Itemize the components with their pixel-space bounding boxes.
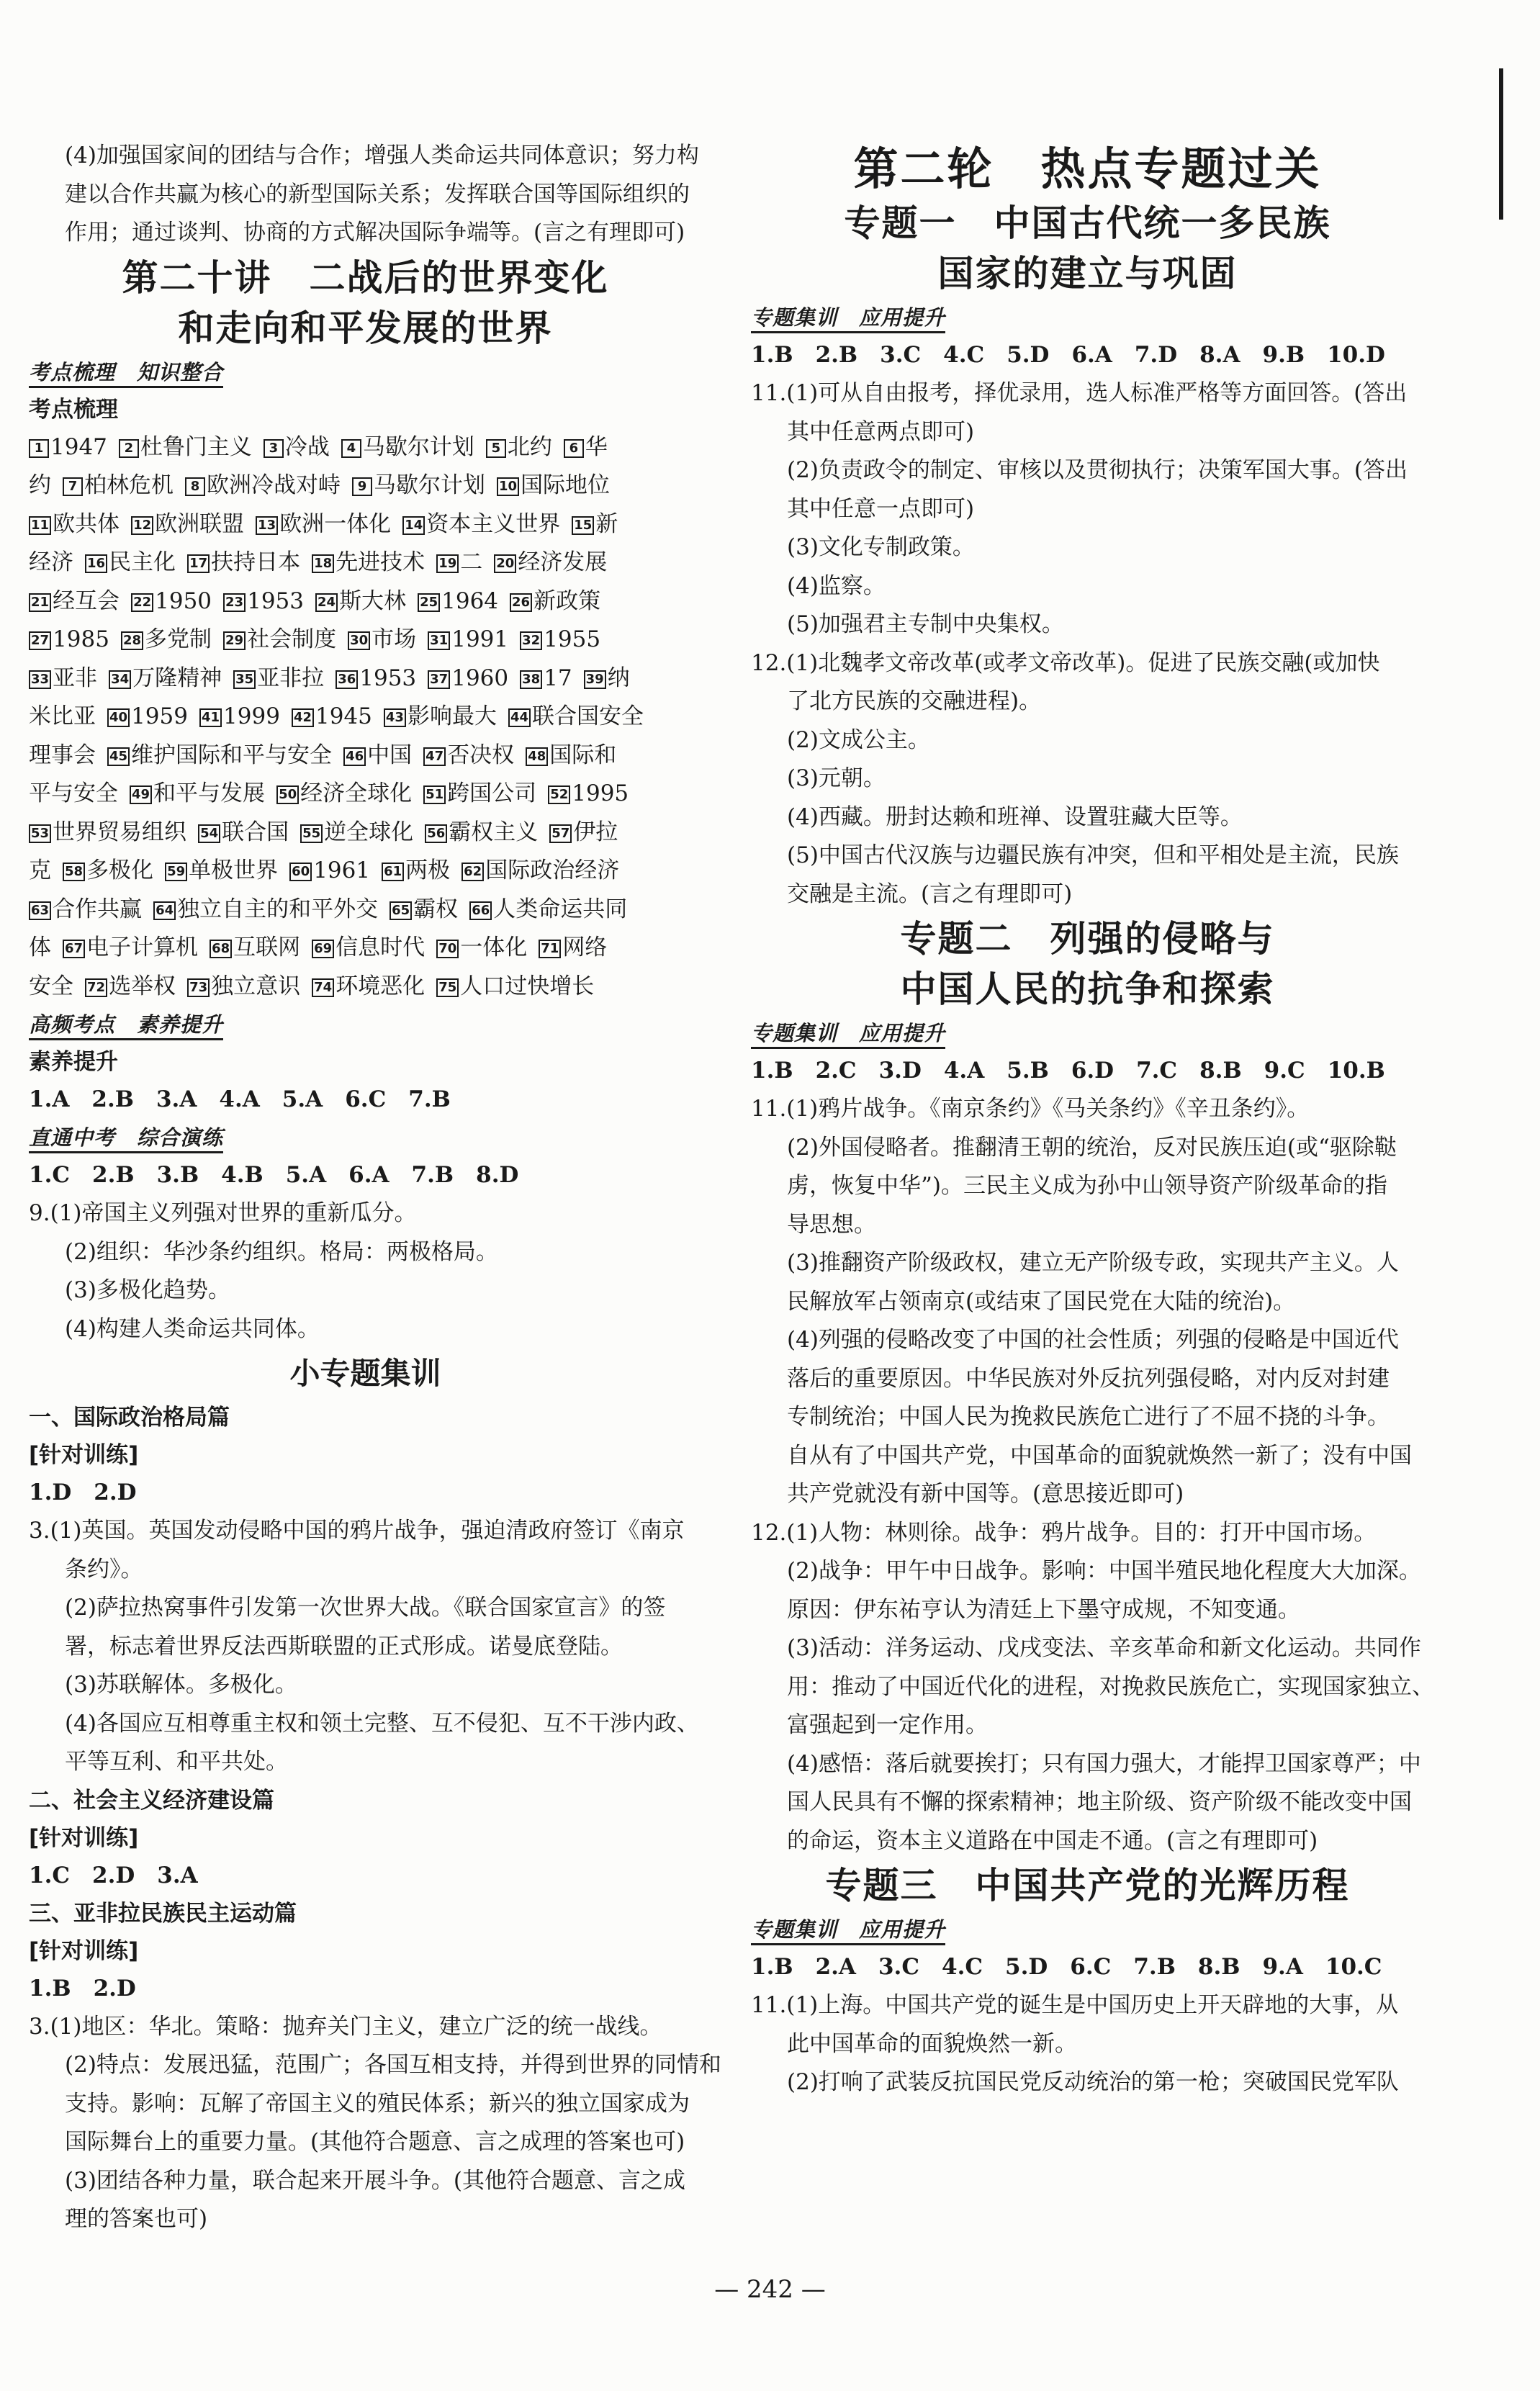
page-number: — 242 —: [714, 2275, 826, 2304]
knowledge-point-text: 霸权: [413, 896, 459, 922]
part-heading: 一、国际政治格局篇: [29, 1405, 230, 1431]
item-number-box: 8: [185, 477, 205, 496]
answer-line: 原因：伊东祐亨认为清廷上下墨守成规，不知变通。: [787, 1596, 1300, 1623]
knowledge-point-text: 电子计算机: [86, 935, 199, 960]
knowledge-point-text: 先进技术: [336, 549, 425, 575]
answer-line: 平等互利、和平共处。: [65, 1749, 288, 1775]
item-number-box: 72: [85, 978, 107, 997]
knowledge-point-text: 国际地位: [521, 472, 611, 498]
item-number-box: 38: [520, 670, 542, 689]
knowledge-point-text: 纳: [607, 665, 630, 691]
knowledge-point-text: 市场: [372, 626, 417, 652]
item-number-box: 40: [107, 708, 130, 727]
answer-line: 9.(1)帝国主义列强对世界的重新瓜分。: [29, 1200, 417, 1226]
item-number-box: 37: [428, 670, 450, 689]
answer-line: 专制统治；中国人民为挽救民族危亡进行了不屈不挠的斗争。: [787, 1404, 1390, 1430]
item-number-box: 4: [341, 439, 361, 458]
knowledge-point-text: 欧洲一体化: [279, 510, 392, 537]
item-number-box: 42: [292, 708, 314, 727]
knowledge-point-text: 逆全球化: [324, 819, 414, 845]
knowledge-point-text: 联合国安全: [532, 703, 644, 729]
answer-line: 民解放军占领南京(或结束了国民党在大陆的统治)。: [787, 1288, 1296, 1315]
item-number-box: 48: [526, 747, 548, 766]
item-number-box: 21: [29, 593, 51, 612]
knowledge-point-text: 约: [29, 472, 51, 498]
item-number-box: 58: [63, 863, 85, 881]
answer-line: (2)组织：华沙条约组织。格局：两极格局。: [65, 1238, 498, 1265]
item-number-box: 32: [520, 631, 542, 650]
lecture-title: 和走向和平发展的世界: [178, 306, 553, 349]
knowledge-point-text: 联合国: [222, 819, 289, 845]
part-heading: 三、亚非拉民族民主运动篇: [29, 1900, 297, 1927]
knowledge-point-text: 马歇尔计划: [374, 472, 485, 498]
knowledge-point-text: 欧共体: [53, 510, 120, 537]
answer-line: 12.(1)人物：林则徐。战争：鸦片战争。目的：打开中国市场。: [751, 1519, 1377, 1546]
answer-line: (3)元朝。: [787, 765, 886, 791]
item-number-box: 29: [223, 631, 246, 650]
item-number-box: 25: [418, 593, 440, 612]
knowledge-point-text: 多党制: [145, 626, 212, 652]
item-number-box: 16: [85, 554, 107, 573]
item-number-box: 51: [423, 785, 446, 804]
intro-line: 建以合作共赢为核心的新型国际关系；发挥联合国等国际组织的: [65, 181, 690, 207]
knowledge-point-text: 人类命运共同: [493, 896, 628, 922]
item-number-box: 71: [539, 940, 561, 958]
answer-line: (5)中国古代汉族与边疆民族有冲突，但和平相处是主流，民族: [787, 842, 1399, 868]
item-number-box: 13: [256, 516, 278, 535]
knowledge-point-text: 1999: [223, 703, 280, 729]
section-subheading: 考点梳理: [29, 396, 118, 423]
answer-line: 富强起到一定作用。: [787, 1712, 988, 1738]
margin-rule: [1499, 68, 1503, 220]
answer-line: (2)萨拉热窝事件引发第一次世界大战。《联合国家宣言》的签: [65, 1595, 666, 1621]
answer-line: (2)打响了武装反抗国民党反动统治的第一枪；突破国民党军队: [787, 2069, 1399, 2095]
knowledge-point-text: 多极化: [86, 857, 154, 883]
knowledge-point-text: 资本主义世界: [426, 510, 561, 537]
answer-line: (2)负责政令的制定、审核以及贯彻执行；决策军国大事。(答出: [787, 457, 1408, 483]
item-number-box: 3: [264, 439, 284, 458]
item-number-box: 28: [121, 631, 143, 650]
knowledge-point-text: 1960: [451, 665, 509, 691]
knowledge-point-text: 柏林危机: [84, 472, 174, 498]
section-tag: 专题集训 应用提升: [751, 1911, 1424, 1948]
intro-line: 作用；通过谈判、协商的方式解决国际争端等。(言之有理即可): [65, 220, 685, 246]
item-number-box: 49: [130, 785, 152, 804]
knowledge-point-text: 选举权: [109, 973, 176, 999]
item-number-box: 63: [29, 901, 51, 920]
item-number-box: 74: [312, 978, 334, 997]
item-number-box: 31: [428, 631, 450, 650]
knowledge-point-line: [29, 929, 702, 968]
item-number-box: 45: [107, 747, 130, 766]
knowledge-point-text: 伊拉: [573, 819, 618, 845]
knowledge-point-text: 经济全球化: [300, 780, 413, 806]
item-number-box: 52: [548, 785, 570, 804]
answer-line: (4)感悟：落后就要挨打；只有国力强大，才能捍卫国家尊严；中: [787, 1750, 1421, 1777]
answer-line: 了北方民族的交融进程)。: [787, 688, 1042, 714]
knowledge-point-text: 欧洲联盟: [155, 510, 245, 537]
knowledge-point-text: 安全: [29, 973, 73, 999]
knowledge-point-text: 经济发展: [518, 549, 608, 575]
knowledge-point-text: 米比亚: [29, 703, 96, 729]
knowledge-point-text: 独立意识: [211, 973, 301, 999]
knowledge-point-text: 二: [460, 549, 483, 575]
knowledge-point-line: [29, 737, 702, 775]
knowledge-point-text: 跨国公司: [447, 780, 537, 806]
item-number-box: 57: [549, 824, 572, 843]
answer-line: 3.(1)英国。英国发动侵略中国的鸦片战争，强迫清政府签订《南京: [29, 1518, 685, 1544]
knowledge-point-text: 万隆精神: [132, 665, 222, 691]
answer-line: (3)文化专制政策。: [787, 534, 975, 560]
training-label: [针对训练]: [29, 1442, 139, 1468]
item-number-box: 22: [131, 593, 153, 612]
knowledge-point-text: 人口过快增长: [460, 973, 595, 999]
knowledge-point-text: 中国: [367, 742, 413, 768]
answer-line: 国际舞台上的重要力量。(其他符合题意、言之成理的答案也可): [65, 2129, 685, 2155]
knowledge-point-line: [29, 852, 702, 891]
answer-line: 导思想。: [787, 1211, 876, 1238]
knowledge-point-text: 一体化: [460, 935, 528, 960]
item-number-box: 15: [572, 516, 594, 535]
round-title: 第二轮 热点专题过关: [853, 143, 1322, 195]
item-number-box: 44: [508, 708, 531, 727]
knowledge-point-line: [29, 698, 702, 737]
answer-line: 条约》。: [65, 1556, 143, 1582]
answer-line: (4)列强的侵略改变了中国的社会性质；列强的侵略是中国近代: [787, 1327, 1399, 1353]
item-number-box: 53: [29, 824, 51, 843]
answer-line: 其中任意两点即可): [787, 418, 975, 445]
knowledge-point-text: 亚非: [53, 665, 98, 691]
knowledge-point-text: 华: [585, 433, 608, 460]
part-heading: 二、社会主义经济建设篇: [29, 1787, 274, 1814]
item-number-box: 9: [352, 477, 372, 496]
answer-row: 1.A 2.B 3.A 4.A 5.A 6.C 7.B: [29, 1086, 451, 1112]
answer-line: (4)各国应互相尊重主权和领土完整、互不侵犯、互不干涉内政、: [65, 1710, 699, 1737]
knowledge-point-text: 网络: [562, 935, 608, 960]
section-tag: 专题集训 应用提升: [751, 1014, 1424, 1052]
item-number-box: 18: [312, 554, 334, 573]
knowledge-point-text: 两极: [405, 857, 451, 883]
item-number-box: 70: [436, 940, 459, 958]
knowledge-point-text: 国际政治经济: [485, 857, 620, 883]
topic-title: 专题二 列强的侵略与: [900, 917, 1275, 960]
section-tag: 考点梳理 知识整合: [29, 354, 702, 391]
knowledge-point-text: 1953: [359, 665, 417, 691]
intro-line: (4)加强国家间的团结与合作；增强人类命运共同体意识；努力构: [65, 143, 699, 168]
knowledge-point-text: 1955: [544, 626, 601, 652]
section-tag: 专题集训 应用提升: [751, 299, 1424, 336]
knowledge-point-text: 17: [544, 665, 572, 691]
knowledge-point-line: [29, 582, 702, 621]
item-number-box: 20: [494, 554, 516, 573]
knowledge-point-text: 霸权主义: [449, 819, 539, 845]
knowledge-point-line: [29, 814, 702, 852]
knowledge-point-text: 1991: [451, 626, 509, 652]
knowledge-point-text: 环境恶化: [336, 973, 425, 999]
answer-line: 12.(1)北魏孝文帝改革(或孝文帝改革)。促进了民族交融(或加快: [751, 649, 1380, 676]
knowledge-point-text: 1995: [572, 780, 629, 806]
answer-line: (2)文成公主。: [787, 726, 930, 753]
knowledge-point-text: 经济: [29, 549, 73, 575]
left-column: [29, 137, 721, 2239]
knowledge-point-text: 国际和: [549, 742, 617, 768]
knowledge-point-text: 1964: [441, 587, 499, 614]
knowledge-point-text: 杜鲁门主义: [140, 433, 252, 460]
item-number-box: 46: [343, 747, 366, 766]
topic-title: 国家的建立与巩固: [937, 252, 1238, 294]
item-number-box: 62: [461, 863, 484, 881]
knowledge-point-text: 新政策: [533, 587, 601, 614]
answer-line: 11.(1)上海。中国共产党的诞生是中国历史上开天辟地的大事，从: [751, 1992, 1399, 2018]
answer-row: 1.B 2.A 3.C 4.C 5.D 6.C 7.B 8.B 9.A 10.C: [751, 1954, 1382, 1980]
item-number-box: 60: [289, 863, 312, 881]
answer-row: 1.C 2.B 3.B 4.B 5.A 6.A 7.B 8.D: [29, 1162, 519, 1188]
answer-row: 1.B 2.B 3.C 4.C 5.D 6.A 7.D 8.A 9.B 10.D: [751, 342, 1385, 368]
item-number-box: 26: [510, 593, 532, 612]
answer-line: 支持。影响：瓦解了帝国主义的殖民体系；新兴的独立国家成为: [65, 2090, 690, 2117]
knowledge-point-text: 体: [29, 935, 51, 960]
item-number-box: 61: [382, 863, 404, 881]
knowledge-point-line: [29, 621, 702, 659]
topic-title: 中国人民的抗争和探索: [900, 968, 1275, 1010]
item-number-box: 5: [486, 439, 506, 458]
item-number-box: 69: [312, 940, 334, 958]
lecture-title: 第二十讲 二战后的世界变化: [122, 256, 609, 299]
knowledge-point-text: 维护国际和平与安全: [131, 742, 333, 768]
answer-line: 用：推动了中国近代化的进程，对挽救民族危亡，实现国家独立、: [787, 1673, 1434, 1700]
item-number-box: 36: [336, 670, 358, 689]
knowledge-point-text: 影响最大: [407, 703, 497, 729]
section-tag: 直通中考 综合演练: [29, 1119, 702, 1156]
knowledge-point-text: 经互会: [53, 587, 120, 614]
knowledge-point-text: 单极世界: [189, 857, 279, 883]
knowledge-point-text: 否决权: [447, 742, 515, 768]
item-number-box: 14: [402, 516, 425, 535]
item-number-box: 75: [436, 978, 459, 997]
item-number-box: 33: [29, 670, 51, 689]
section-tag: 高频考点 素养提升: [29, 1006, 702, 1043]
answer-line: (3)团结各种力量，联合起来开展斗争。(其他符合题意、言之成: [65, 2167, 686, 2194]
knowledge-point-text: 社会制度: [247, 626, 337, 652]
item-number-box: 54: [198, 824, 220, 843]
knowledge-point-text: 合作共赢: [53, 896, 143, 922]
section-subheading: 素养提升: [29, 1049, 118, 1075]
mini-topic-title: 小专题集训: [289, 1356, 441, 1391]
knowledge-point-text: 冷战: [284, 433, 330, 460]
item-number-box: 59: [165, 863, 187, 881]
item-number-box: 12: [131, 516, 153, 535]
knowledge-point-text: 平与安全: [29, 780, 118, 806]
answer-line: (3)活动：洋务运动、戊戌变法、辛亥革命和新文化运动。共同作: [787, 1635, 1421, 1661]
item-number-box: 17: [187, 554, 210, 573]
answer-line: (3)多极化趋势。: [65, 1277, 230, 1303]
item-number-box: 30: [348, 631, 370, 650]
answer-row: 1.C 2.D 3.A: [29, 1862, 198, 1888]
answer-line: (2)战争：甲午中日战争。影响：中国半殖民地化程度大大加深。: [787, 1558, 1421, 1584]
knowledge-point-text: 1959: [131, 703, 188, 729]
knowledge-point-text: 克: [29, 857, 51, 883]
item-number-box: 23: [223, 593, 246, 612]
knowledge-point-text: 1985: [53, 626, 109, 652]
training-label: [针对训练]: [29, 1937, 139, 1964]
item-number-box: 6: [564, 439, 584, 458]
knowledge-point-text: 1950: [155, 587, 212, 614]
answer-line: (2)特点：发展迅猛，范围广；各国互相支持，并得到世界的同情和: [65, 2052, 721, 2078]
answer-row: 1.B 2.C 3.D 4.A 5.B 6.D 7.C 8.B 9.C 10.B: [751, 1058, 1385, 1084]
knowledge-point-text: 1953: [247, 587, 304, 614]
knowledge-point-text: 欧洲冷战对峙: [207, 472, 341, 498]
item-number-box: 2: [119, 439, 139, 458]
knowledge-point-line: [29, 467, 702, 505]
knowledge-point-line: [29, 891, 702, 929]
knowledge-point-text: 1961: [313, 857, 371, 883]
answer-line: (4)监察。: [787, 572, 886, 599]
item-number-box: 1: [29, 439, 49, 458]
knowledge-point-text: 北约: [507, 433, 552, 460]
topic-title: 专题一 中国古代统一多民族: [844, 202, 1331, 244]
knowledge-point-text: 信息时代: [336, 935, 425, 960]
answer-line: 11.(1)鸦片战争。《南京条约》《马关条约》《辛丑条约》。: [751, 1096, 1310, 1122]
item-number-box: 56: [425, 824, 447, 843]
item-number-box: 10: [497, 477, 519, 496]
answer-line: 此中国革命的面貌焕然一新。: [787, 2030, 1077, 2057]
knowledge-point-line: [29, 544, 702, 582]
answer-line: 的命运，资本主义道路在中国走不通。(言之有理即可): [787, 1827, 1318, 1854]
answer-line: 国人民具有不懈的探索精神；地主阶级、资产阶级不能改变中国: [787, 1789, 1412, 1815]
item-number-box: 65: [389, 901, 412, 920]
training-label: [针对训练]: [29, 1824, 139, 1851]
right-column: [751, 140, 1434, 2102]
answer-line: 11.(1)可从自由报考，择优录用，选人标准严格等方面回答。(答出: [751, 380, 1408, 406]
knowledge-point-text: 独立自主的和平外交: [177, 896, 379, 922]
knowledge-point-text: 世界贸易组织: [53, 819, 187, 845]
knowledge-point-text: 和平与发展: [153, 780, 266, 806]
item-number-box: 39: [584, 670, 606, 689]
item-number-box: 47: [423, 747, 446, 766]
answer-line: 落后的重要原因。中华民族对外反抗列强侵略，对内反对封建: [787, 1365, 1390, 1392]
item-number-box: 50: [276, 785, 299, 804]
answer-line: (4)构建人类命运共同体。: [65, 1315, 320, 1342]
item-number-box: 55: [300, 824, 323, 843]
knowledge-point-line: [29, 968, 702, 1007]
item-number-box: 35: [233, 670, 256, 689]
item-number-box: 27: [29, 631, 51, 650]
knowledge-point-text: 斯大林: [339, 587, 407, 614]
answer-line: 理的答案也可): [65, 2206, 208, 2232]
knowledge-point-text: 1945: [315, 703, 372, 729]
answer-line: 共产党就没有新中国等。(意思接近即可): [787, 1481, 1184, 1507]
answer-line: (4)西藏。册封达赖和班禅、设置驻藏大臣等。: [787, 803, 1243, 830]
answer-line: 其中任意一点即可): [787, 495, 975, 522]
knowledge-point-text: 马歇尔计划: [362, 433, 474, 460]
item-number-box: 43: [384, 708, 406, 727]
knowledge-point-text: 互联网: [233, 935, 301, 960]
knowledge-point-text: 理事会: [29, 742, 96, 768]
answer-line: 交融是主流。(言之有理即可): [787, 881, 1073, 907]
knowledge-point-line: [29, 659, 702, 698]
answer-line: 虏，恢复中华”)。三民主义成为孙中山领导资产阶级革命的指: [787, 1173, 1387, 1199]
knowledge-points: [29, 428, 702, 1007]
item-number-box: 11: [29, 516, 51, 535]
answer-line: (2)外国侵略者。推翻清王朝的统治，反对民族压迫(或“驱除鞑: [787, 1134, 1397, 1161]
knowledge-point-text: 扶持日本: [211, 549, 301, 575]
knowledge-point-text: 新: [595, 510, 618, 537]
answer-row: 1.D 2.D: [29, 1480, 137, 1505]
item-number-box: 66: [469, 901, 492, 920]
item-number-box: 24: [315, 593, 338, 612]
knowledge-point-text: 亚非拉: [257, 665, 325, 691]
item-number-box: 34: [109, 670, 131, 689]
answer-line: (5)加强君主专制中央集权。: [787, 611, 1064, 637]
knowledge-point-line: [29, 775, 702, 814]
item-number-box: 41: [199, 708, 222, 727]
item-number-box: 7: [63, 477, 83, 496]
item-number-box: 64: [153, 901, 176, 920]
answer-line: (3)苏联解体。多极化。: [65, 1672, 297, 1698]
knowledge-point-text: 1947: [50, 433, 107, 460]
answer-line: 署，标志着世界反法西斯联盟的正式形成。诺曼底登陆。: [65, 1633, 623, 1660]
knowledge-point-line: [29, 428, 702, 467]
item-number-box: 73: [187, 978, 210, 997]
knowledge-point-line: [29, 505, 702, 544]
answer-row: 1.B 2.D: [29, 1975, 136, 2001]
topic-title: 专题三 中国共产党的光辉历程: [825, 1864, 1350, 1906]
item-number-box: 67: [63, 940, 85, 958]
answer-line: (3)推翻资产阶级政权，建立无产阶级专政，实现共产主义。人: [787, 1250, 1399, 1276]
answer-line: 3.(1)地区：华北。策略：抛弃关门主义，建立广泛的统一战线。: [29, 2013, 662, 2040]
item-number-box: 19: [436, 554, 459, 573]
item-number-box: 68: [210, 940, 232, 958]
answer-line: 自从有了中国共产党，中国革命的面貌就焕然一新了；没有中国: [787, 1442, 1412, 1469]
knowledge-point-text: 民主化: [109, 549, 176, 575]
